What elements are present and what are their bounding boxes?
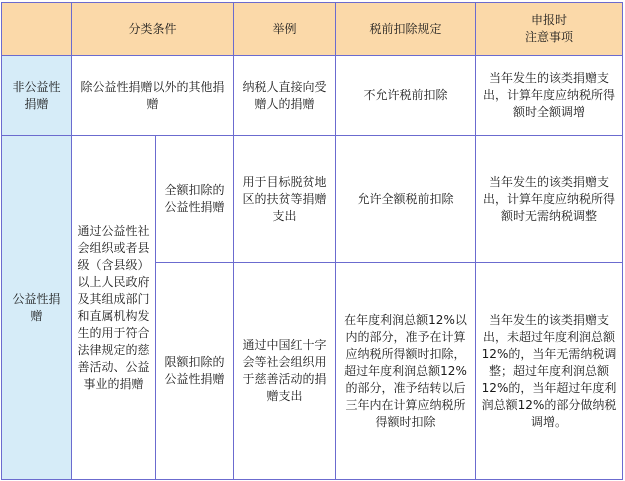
non-public-example: 纳税人直接向受赠人的捐赠 — [234, 56, 336, 136]
header-note-line1: 申报时 — [531, 13, 568, 27]
non-public-row — [2, 56, 623, 136]
header-rule: 税前扣除规定 — [336, 3, 476, 56]
header-example: 举例 — [234, 3, 336, 56]
header-row — [2, 3, 623, 56]
non-public-condition: 除公益性捐赠以外的其他捐赠 — [72, 56, 234, 136]
non-public-note: 当年发生的该类捐赠支出，计算年度应纳税所得额时全额调增 — [476, 56, 623, 136]
non-public-label: 非公益性捐赠 — [2, 56, 72, 136]
limited-deduction-note: 当年发生的该类捐赠支出，未超过年度利润总额12%的，当年无需纳税调整；超过年度利润总额12%的，当年超过年度利润总额12%的部分做纳税调增。 — [476, 263, 623, 480]
public-condition: 通过公益性社会组织或者县级（含县级）以上人民政府及其组成部门和直属机构发生的用于符合法律规定的慈善活动、公益事业的捐赠 — [72, 136, 156, 480]
limited-deduction-rule: 在年度利润总额12%以内的部分，准予在计算应纳税所得额时扣除，超过年度利润总额12%的部分，准予结转以后三年内在计算应纳税所得额时扣除 — [336, 263, 476, 480]
full-deduction-subtype: 全额扣除的公益性捐赠 — [156, 136, 234, 263]
full-deduction-rule: 允许全额税前扣除 — [336, 136, 476, 263]
public-label: 公益性捐赠 — [2, 136, 72, 480]
donation-deduction-table — [1, 2, 623, 480]
header-condition: 分类条件 — [72, 3, 234, 56]
limited-deduction-example: 通过中国红十字会等社会组织用于慈善活动的捐赠支出 — [234, 263, 336, 480]
limited-deduction-subtype: 限额扣除的公益性捐赠 — [156, 263, 234, 480]
header-note — [476, 3, 623, 56]
public-full-row — [2, 136, 623, 263]
full-deduction-example: 用于目标脱贫地区的扶贫等捐赠支出 — [234, 136, 336, 263]
full-deduction-note: 当年发生的该类捐赠支出，计算年度应纳税所得额时无需纳税调整 — [476, 136, 623, 263]
header-note-line2: 注意事项 — [525, 30, 574, 44]
header-blank-cell — [2, 3, 72, 56]
non-public-rule: 不允许税前扣除 — [336, 56, 476, 136]
